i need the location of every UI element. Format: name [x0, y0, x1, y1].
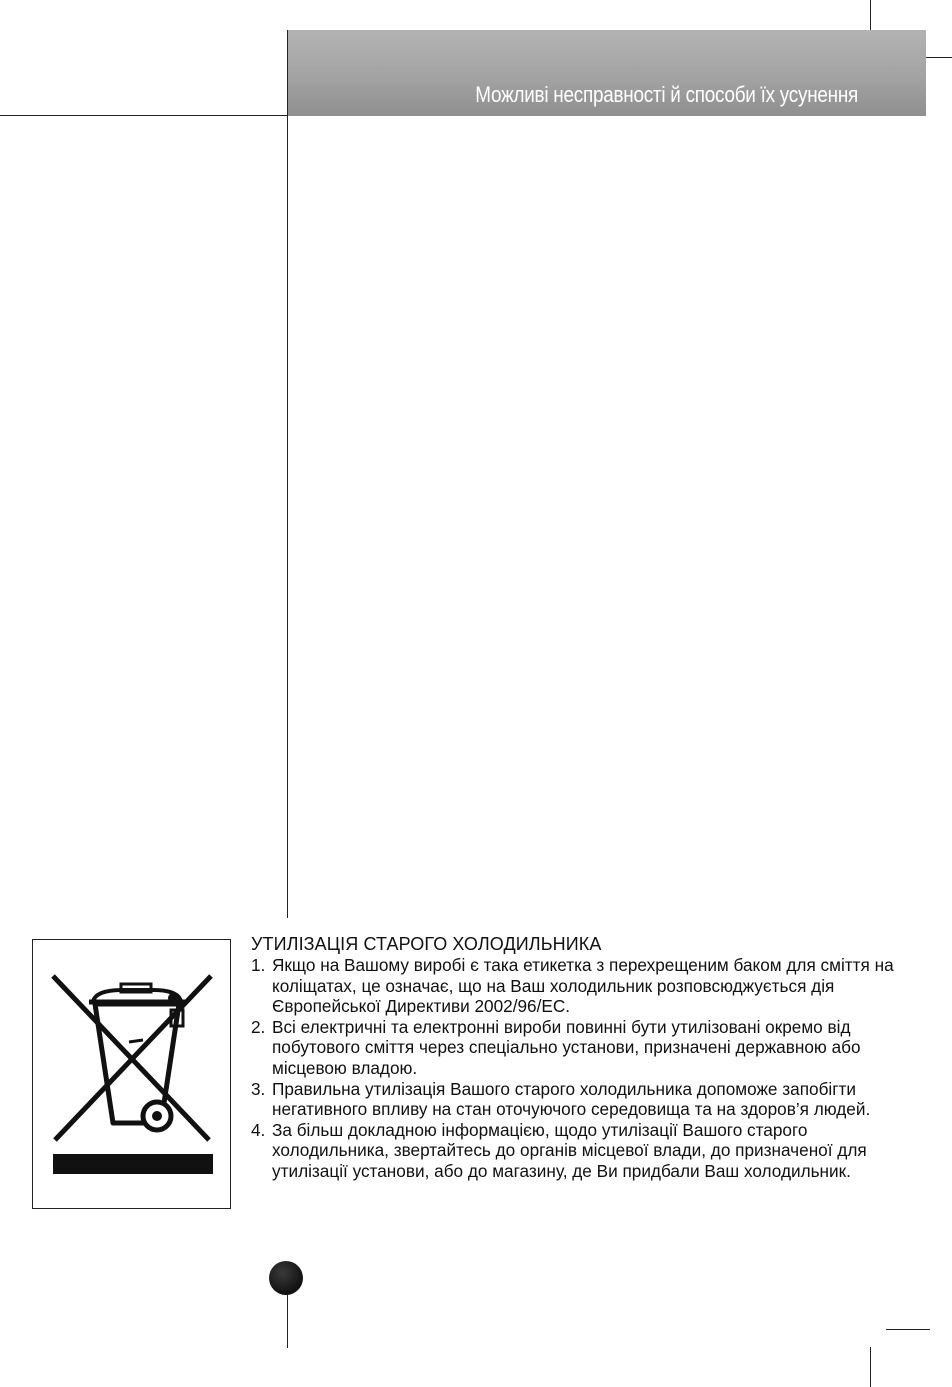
crossed-out-wheelie-bin-icon [33, 940, 230, 1208]
list-item [251, 1079, 901, 1120]
header-rule [0, 115, 287, 116]
section-title: УТИЛІЗАЦІЯ СТАРОГО ХОЛОДИЛЬНИКА [251, 934, 602, 954]
disposal-list [251, 955, 901, 1182]
trim-mark-top-right-vertical [870, 0, 871, 30]
weee-symbol-box [32, 939, 231, 1209]
trim-mark-bottom-right-horizontal [886, 1329, 930, 1330]
disposal-section [251, 933, 901, 1182]
header-band [287, 30, 926, 116]
page-number-dot [269, 1261, 303, 1295]
page-title: Можливі несправності й способи їх усунення [475, 82, 858, 107]
list-item-text: Всі електричні та електронні вироби повинні бути утилізовані окремо від побутового сміття через спеціально установи, призначені державною або місцевою владою. [272, 1016, 861, 1078]
list-item-number: 1. [251, 955, 266, 975]
trim-mark-bottom-right-vertical [870, 1347, 871, 1387]
list-item [251, 955, 901, 1017]
list-item-number: 4. [251, 1119, 266, 1140]
list-item-text: Якщо на Вашому виробі є така етикетка з перехрещеним баком для сміття на коліщатах, це означає, що на Ваш холодильник розповсюджується дія Європейської Директиви 2002/96/ЕС. [272, 955, 894, 1017]
list-item [251, 1120, 901, 1182]
list-item-text: Правильна утилізація Вашого старого холодильника допоможе запобігти негативного впливу на стан оточуючого середовища та на здоров’я людей. [272, 1078, 871, 1120]
list-item-text: За більш докладною інформацією, щодо утилізації Вашого старого холодильника, звертайтесь до органів місцевої влади, до призначеної для утилізації установи, або до магазину, де Ви придбали Ваш холодильник. [272, 1119, 867, 1181]
column-divider [287, 30, 288, 918]
list-item-number: 3. [251, 1078, 266, 1099]
column-divider-bottom [287, 1292, 288, 1348]
list-item [251, 1017, 901, 1079]
list-item-number: 2. [251, 1016, 266, 1037]
